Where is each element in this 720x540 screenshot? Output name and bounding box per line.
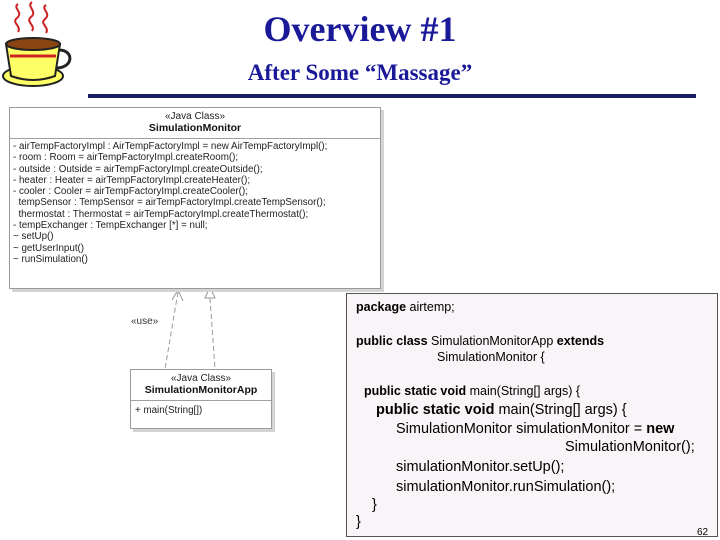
class-operation: ~ runSimulation() xyxy=(13,253,88,265)
class-attribute: - tempExchanger : TempExchanger [*] = null; xyxy=(13,220,208,232)
slide-title: Overview #1 xyxy=(263,9,457,49)
code-line-class-decl: public class SimulationMonitorApp extends xyxy=(356,334,605,348)
code-line-main: public static void main(String[] args) { xyxy=(376,402,627,418)
code-line-main-small: public static void main(String[] args) { xyxy=(364,384,581,398)
class-attribute: - cooler : Cooler = airTempFactoryImpl.createCooler(); xyxy=(13,186,248,198)
code-line-close-class: } xyxy=(356,514,361,530)
class-operation: + main(String[]) xyxy=(135,405,203,416)
uml-class-simulation-monitor-app xyxy=(130,369,272,429)
class-stereotype: «Java Class» xyxy=(170,373,232,384)
code-line-constructor: SimulationMonitor(); xyxy=(565,439,695,455)
code-listing xyxy=(346,293,718,537)
uml-class-simulation-monitor xyxy=(9,107,381,289)
class-attribute: - heater : Heater = airTempFactoryImpl.createHeater(); xyxy=(13,174,251,186)
class-operation: ~ setUp() xyxy=(13,231,54,243)
slide-subtitle: After Some “Massage” xyxy=(247,60,473,85)
code-line-package: package airtemp; xyxy=(356,300,455,314)
class-attribute: - airTempFactoryImpl : AirTempFactoryImpl = new AirTempFactoryImpl(); xyxy=(13,141,328,152)
extends-line xyxy=(210,298,215,369)
class-attribute: - room : Room = airTempFactoryImpl.createRoom(); xyxy=(13,152,239,164)
use-stereotype-label: «use» xyxy=(131,316,159,327)
class-name: SimulationMonitorApp xyxy=(144,384,258,396)
code-line-new-monitor: SimulationMonitor simulationMonitor = new xyxy=(396,421,675,437)
class-name: SimulationMonitor xyxy=(148,122,242,134)
code-line-run: simulationMonitor.runSimulation(); xyxy=(396,479,616,495)
class-stereotype: «Java Class» xyxy=(164,111,226,122)
use-dependency-line xyxy=(165,292,178,369)
code-line-superclass: SimulationMonitor { xyxy=(437,350,545,364)
page-number: 62 xyxy=(697,527,709,538)
code-line-close-method: } xyxy=(372,497,377,513)
code-line-setup: simulationMonitor.setUp(); xyxy=(396,459,565,475)
class-attribute: tempSensor : TempSensor = airTempFactoryImpl.createTempSensor(); xyxy=(13,197,326,209)
compartment-divider xyxy=(131,400,271,401)
class-attribute: - outside : Outside = airTempFactoryImpl.createOutside(); xyxy=(13,163,263,175)
class-operation: ~ getUserInput() xyxy=(13,242,85,254)
class-attribute: thermostat : Thermostat = airTempFactoryImpl.createThermostat(); xyxy=(13,208,309,220)
